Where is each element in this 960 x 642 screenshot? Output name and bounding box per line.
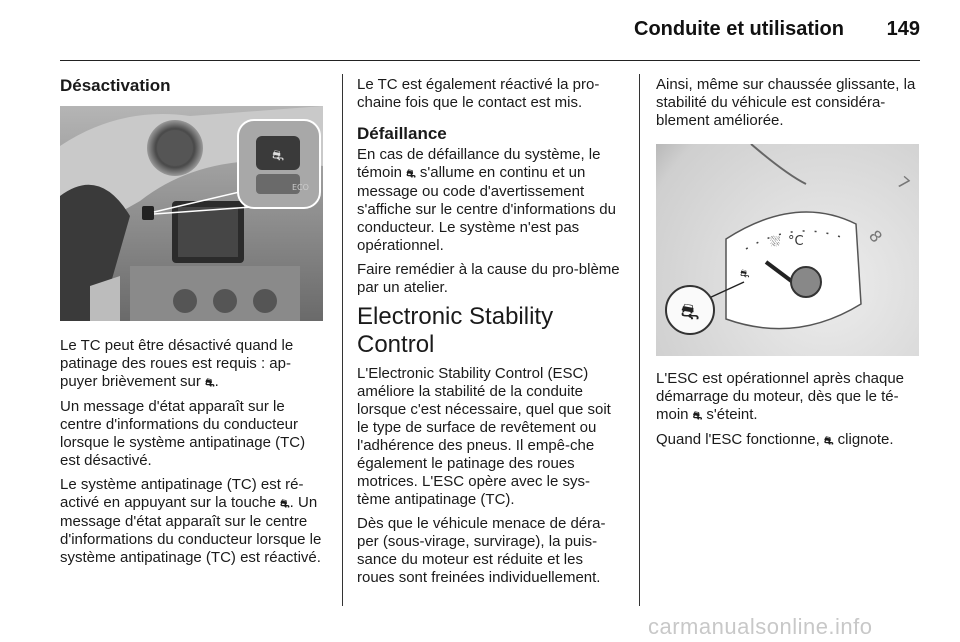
paragraph-status-deactivated: Un message d'état apparaît sur le centre d'informations du conducteur lorsque le système antipatinage (TC) est désactivé.	[60, 398, 306, 469]
paragraph-esc-active-b: clignote.	[837, 431, 894, 448]
page-number: 149	[886, 18, 920, 40]
header-rule	[60, 60, 920, 61]
paragraph-status-reactivated: Un message d'état apparaît sur le centre d'informations du conducteur lorsque le système antipatinage (TC) est réactivé.	[60, 494, 322, 566]
svg-text:8: 8	[864, 226, 887, 247]
svg-text:⛐: ⛐	[740, 267, 750, 280]
section-heading-esc: Electronic Stability Control	[357, 303, 554, 358]
paragraph-esc-operational-b: s'éteint.	[706, 406, 758, 423]
paragraph-esc-active-a: Quand l'ESC fonctionne,	[656, 431, 820, 448]
paragraph-workshop: Faire remédier à la cause du pro-blème par un atelier.	[357, 261, 620, 296]
running-header-title: Conduite et utilisation	[634, 18, 844, 40]
paragraph-esc-stability: Ainsi, même sur chaussée glissante, la stabilité du véhicule est considéra-blement améliorée.	[656, 76, 916, 129]
esc-icon: ⛐	[406, 168, 416, 180]
column-3	[656, 76, 924, 456]
svg-text:⛐: ⛐	[271, 148, 285, 164]
instrument-cluster-figure	[656, 144, 924, 356]
esc-icon: ⛐	[692, 410, 703, 422]
svg-text:⛐: ⛐	[680, 300, 700, 325]
svg-text:7: 7	[893, 172, 914, 194]
esc-icon: ⛐	[823, 435, 834, 447]
paragraph-tc-deactivate: Le TC peut être désactivé quand le patinage des roues est requis : ap-puyer brièvement sur	[60, 337, 294, 390]
paragraph-esc-description: L'Electronic Stability Control (ESC) améliore la stabilité de la conduite lorsque c'est nécessaire, quel que soit le type de surface de revêtement ou l'adhérence des pneus. Il empê-che également le patinage des roues motrices. L'ESC opère avec le sys-tème antipatinage (TC).	[357, 365, 611, 508]
dashboard-button-figure	[60, 106, 328, 321]
section-heading-deactivation: Désactivation	[60, 76, 171, 95]
paragraph-failure-a: En cas de défaillance du système, le témoin	[357, 146, 601, 181]
svg-text:⛆: ⛆	[770, 235, 781, 250]
gauge-temp-label: °C	[788, 234, 804, 249]
column-divider-1	[342, 74, 343, 606]
column-1: Désactivation ⛐ ECO Le TC peut être désactivé quand le patinage des roues est requis : ap-puyer brièvement sur ⛐. Un message d'état apparaît sur le centre d'informations du conducteur lorsque le système antipatinage (TC) est désactivé. Le système antipatinage (TC) est ré-activé en appuyant sur la touche ⛐. Un message d'état apparaît sur le centre d'informations du conducteur lorsque le système antipatinage (TC) est réactivé.	[60, 76, 328, 573]
tc-off-icon: ⛐	[280, 498, 290, 510]
paragraph-esc-operational-a: L'ESC est opérationnel après chaque démarrage du moteur, dès que le té-moin	[656, 370, 905, 423]
paragraph-esc-skid: Dès que le véhicule menace de déra-per (sous-virage, survirage), la puis-sance du moteur est réduite et les roues sont freinées individuellement.	[357, 515, 606, 586]
section-heading-failure: Défaillance	[357, 124, 447, 143]
paragraph-tc-reactivate: Le système antipatinage (TC) est ré-activé en appuyant sur la touche	[60, 476, 304, 511]
column-2	[357, 76, 623, 593]
column-divider-2	[639, 74, 640, 606]
tc-off-icon: ⛐	[205, 377, 215, 389]
paragraph-failure-b: s'allume en continu et un message ou code d'avertissement s'affiche sur le centre d'informations du conducteur. Le système n'est pas opérationnel.	[357, 164, 616, 254]
paragraph-tc-reactivated-ignition: Le TC est également réactivé la pro-chaine fois que le contact est mis.	[357, 76, 600, 111]
watermark: carmanualsonline.info	[648, 614, 873, 639]
svg-text:ECO: ECO	[292, 183, 309, 192]
